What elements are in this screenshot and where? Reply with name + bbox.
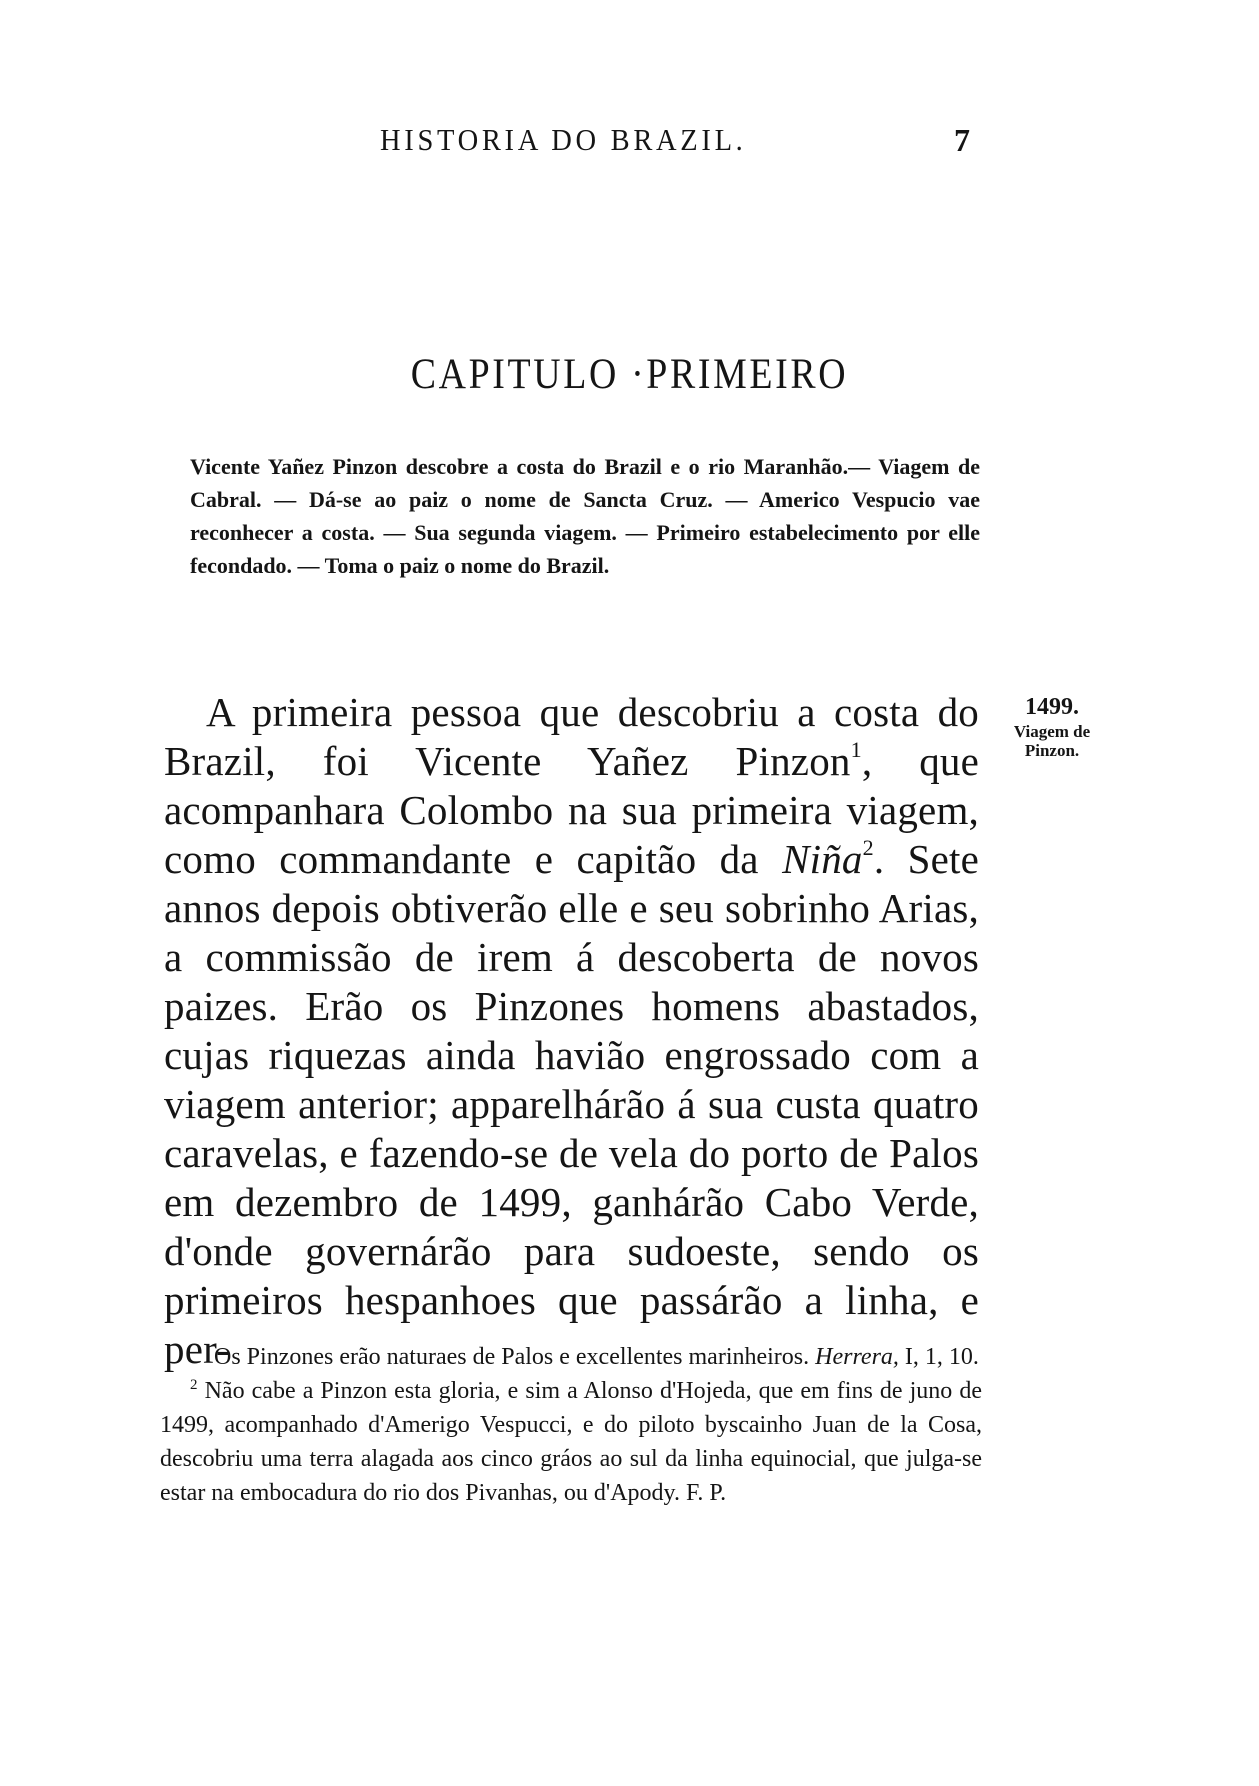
footnote-1-source: Herrera,	[815, 1344, 899, 1370]
footnote-1	[160, 1340, 982, 1374]
page-number: 7	[954, 122, 970, 158]
chapter-summary: Vicente Yañez Pinzon descobre a costa do Brazil e o rio Maranhão.— Viagem de Cabral. — Dá-se ao paiz o nome de Sancta Cruz. — Americo Vespucio vae reconhecer a costa. — Sua segunda viagem. — Primeiro estabelecimento por elle fecondado. — Toma o paiz o nome do Brazil.	[190, 454, 980, 578]
footnote-1-text: Os Pinzones erão naturaes de Palos e excellentes marinheiros.	[214, 1344, 810, 1370]
footnote-2-text: Não cabe a Pinzon esta gloria, e sim a Alonso d'Hojeda, que em fins de juno de 1499, acompanhado d'Amerigo Vespucci, e do piloto byscainho Juan de la Cosa, descobriu uma terra alagada aos cinco gráos ao sul da linha equinocial, que julga-se estar na embocadura do rio dos Pivanhas, ou d'Apody. F. P.	[160, 1378, 983, 1506]
chapter-title: CAPITULO ·PRIMEIRO	[410, 351, 849, 398]
footnotes	[160, 1340, 982, 1510]
margin-note-year: 1499.	[1025, 694, 1079, 720]
footnote-1-ref: I, 1, 10.	[904, 1344, 979, 1370]
paragraph-text-1: A primeira pessoa que descobriu a costa do Brazil, foi Vicente Yañez Pinzon	[164, 689, 979, 784]
footnote-ref-1: 1	[850, 737, 862, 762]
paragraph-text-3: . Sete annos depois obtiverão elle e seu sobrinho Arias, a commissão de irem á descoberta de novos paizes. Erão os Pinzones homens abastados, cujas riquezas ainda havião engrossado com a viagem anterior; apparelhárão á sua custa quatro caravelas, e fazendo-se de vela do porto de Palos em dezembro de 1499, ganhárão Cabo Verde, d'onde governárão para sudoeste, sendo os primeiros hespanhoes que passárão a linha, e per-	[164, 836, 979, 1372]
main-paragraph	[164, 688, 979, 1374]
margin-note	[996, 692, 1108, 760]
margin-note-label: Viagem de Pinzon.	[1013, 722, 1091, 760]
running-title: HISTORIA DO BRAZIL.	[380, 122, 747, 157]
running-header	[380, 122, 970, 158]
footnote-2	[160, 1374, 982, 1510]
ship-name: Niña	[782, 836, 863, 882]
footnote-2-marker: 2	[190, 1377, 198, 1393]
footnote-ref-2: 2	[862, 835, 874, 860]
paragraph-text-2: , que acompanhara Colombo na sua primeira viagem, como commandante e capitão da	[164, 738, 980, 882]
